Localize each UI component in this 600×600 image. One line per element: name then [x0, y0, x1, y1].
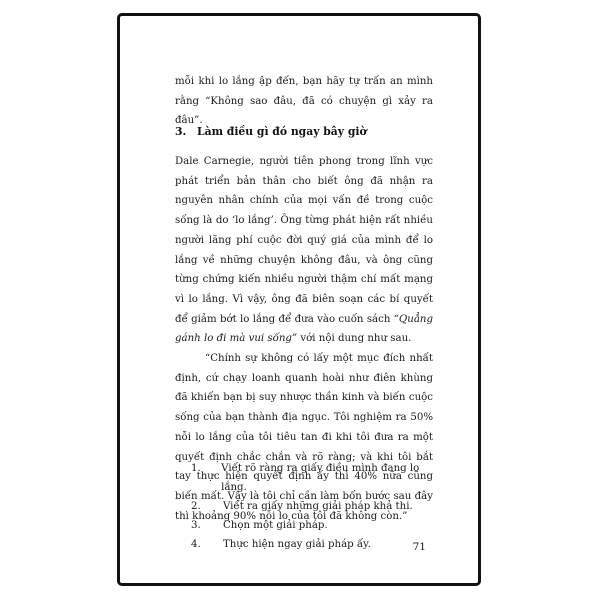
list-item — [175, 497, 435, 516]
intro-paragraph: mỗi khi lo lắng ập đến, bạn hãy tự trấn an mình rằng “Không sao đâu, đã có chuyện gì xảy ra đâu”. — [175, 76, 433, 127]
main-paragraph-after: với nội dung như sau. — [297, 333, 412, 345]
step-text: Viết ra giấy những giải pháp khả thi. — [223, 501, 413, 512]
list-item — [175, 459, 435, 497]
steps-list — [175, 459, 435, 554]
page-number: 71 — [412, 541, 426, 553]
main-paragraph-before: Dale Carnegie, người tiên phong trong lĩnh vực phát triển bản thân cho biết ông đã nhận ra nguyên nhân chính của mọi vấn đề trong cuộc sống là do ‘lo lắng’. Ông từng phát hiện rất nhiều người lãng phí cuộc đời quý giá của mình để lo lắng về những chuyện không đâu, và ông cũng từng chứng kiến nhiều người thậm chí mất mạng vì lo lắng. Vì vậy, ông đã biên soạn các bí quyết để giảm bớt lo lắng để đưa vào cuốn sách — [175, 156, 433, 325]
step-number: 4. — [191, 539, 201, 550]
section-number: 3. — [175, 125, 187, 138]
step-text: Chọn một giải pháp. — [223, 520, 328, 531]
step-number: 2. — [191, 501, 201, 512]
step-number: 1. — [191, 463, 201, 474]
book-page — [117, 13, 481, 586]
quote-paragraph: “Chính sự không có lấy một mục đích nhất định, cứ chạy loanh quanh hoài như điên khùng đã khiến bạn bị suy nhược thần kinh và biến cuộc sống của bạn thành địa ngục. Tôi nghiệm ra 50% nỗi lo lắng của tôi tiêu tan đi khi tôi đưa ra một quyết định chắc chắn và rõ ràng; và khi tôi bắt tay thực hiện quyết định ấy thì 40% nữa cũng biến mất. Vậy là tôi chỉ cần làm bốn bước sau đây thì khoảng 90% nỗi lo của tôi đã không còn.” — [175, 353, 433, 522]
list-item — [175, 535, 435, 554]
step-number: 3. — [191, 520, 201, 531]
list-item — [175, 516, 435, 535]
book-title: “Quẳng gánh lo đi mà vui sống” — [175, 313, 433, 345]
section-title: Làm điều gì đó ngay bây giờ — [197, 125, 367, 138]
step-text: Thực hiện ngay giải pháp ấy. — [223, 539, 371, 550]
section-heading — [175, 122, 435, 142]
main-paragraph — [175, 152, 433, 349]
step-text: Viết rõ ràng ra giấy điều mình đang lo lắng. — [221, 463, 420, 493]
